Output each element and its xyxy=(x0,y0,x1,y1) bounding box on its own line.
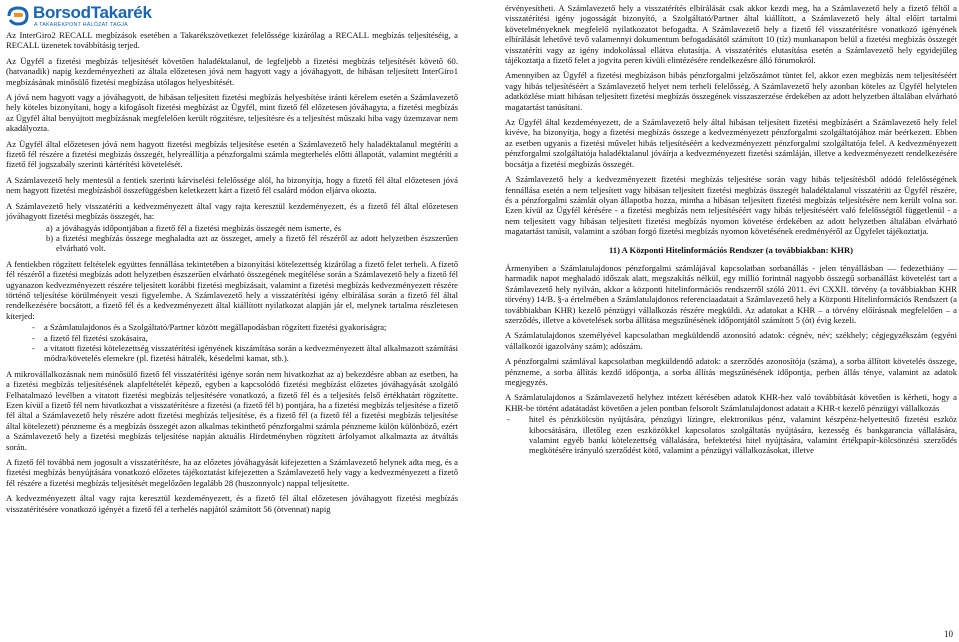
list-marker: - xyxy=(32,342,35,353)
list-text: a fizető fél fizetési szokásaira, xyxy=(44,332,148,343)
paragraph: A Számlavezető hely visszatéríti a kedvezményezett által vagy rajta keresztül kezdeményezett, és a fizető fél által előzetesen jóváhagyott fizetési megbízás összegét, ha: xyxy=(6,200,458,222)
paragraph: A Számlatulajdonos a Számlavezető helyhez intézett kérésében adatok KHR-hez való továbbítását követően is kérheti, hogy a KHR-be történt adatátadást követően a jelen pontban felsorolt Számlatulajdonost adatait a KHR-t kezelő pénzügyi vállalkozás xyxy=(505,392,957,413)
paragraph: A Számlavezető hely mentesül a fentiek szerinti kárviselési felelőssége alól, ha bizonyítja, hogy a fizető fél által előzetesen jóvá nem hagyott fizetési megbízásból összefüggésben keletkezett kárt a fizető fél csalárd módon eljárva okozta. xyxy=(6,174,458,196)
paragraph: A jóvá nem hagyott vagy a jóváhagyott, de hibásan teljesített fizetési megbízás helyesbítése iránti kérelem esetén a Számlavezető hely köteles bizonyítani, hogy a kifogásolt fizetési megbízást az Ügyfél, mint fizető fél előzetesen jóváhagyta, a fizetési megbízás az Ügyfél által benyújtott megbízásnak megfelelően került rögzítésre, teljesítésre és a teljesítést műszaki hiba vagy üzemzavar nem akadályozta. xyxy=(6,92,458,134)
list-item xyxy=(32,322,458,332)
paragraph: Az InterGiro2 RECALL megbízások esetében a Takarékszövetkezet felelőssége kizárólag a RECALL megbízás teljesítéséig, a RECALL üzenetek továbbításig terjed. xyxy=(6,30,458,51)
right-column xyxy=(505,3,957,461)
logo-brand-text: BorsodTakarék xyxy=(33,3,152,22)
paragraph: érvényesítheti. A Számlavezető hely a visszatérítés elbírálását csak akkor kezdi meg, ha a Számlavezető hely a fizető féltől a visszatérítési igény jogosságát bizonyító, a Szolgáltató/Partner által kiállított, a Számlavezető hely által előírt tartalmi követelményeknek megfelelő nyilatkozatot befogadta. A Számlavezető hely a fizető fél visszatérítésre vonatkozó igényének elbírálását lehetővé tevő valamennyi dokumentum befogadásától számított 10 (tíz) munkanapon belül a fizetési megbízás összegét visszatéríti vagy az igény indokolással ellátva elutasítja. A visszatérítés elutasítása esetén a Számlavezető hely egyidejűleg tájékoztatja a fizető felet a jogvita peren kívüli elintézésére rendelkezésre álló fórumokról. xyxy=(505,3,957,66)
paragraph: A fizető fél továbbá nem jogosult a visszatérítésre, ha az előzetes jóváhagyását kifejezetten a Számlavezető helynek adta meg, és a fizetési megbízás benyújtására vonatkozó előzetes tájékoztatást kifejezetten a Számlavezető hely vagy a kedvezményezett a fizető fél részére a fizetési megbízás teljesítését megelőzően legalább 28 (huszonnyolc) nappal teljesítette. xyxy=(6,457,458,488)
paragraph: Az Ügyfél által előzetesen jóvá nem hagyott fizetési megbízás teljesítése esetén a Számlavezető hely haladéktalanul megtéríti a fizető fél részére a fizetési megbízás összegét, helyreállítja a pénzforgalmi számla megterhelés előtti állapotát, valamint megtéríti a fizető fél jogszabály szerinti kártérítési követelését. xyxy=(6,138,458,170)
paragraph: A fentiekben rögzített feltételek együttes fennállása tekintetében a bizonyítási kötelezettség kizárólag a fizető felet terheli. A fizető fél részéről a fizetési megbízás adott helyzetben észszerűen elvárható összegének megítélése során a Számlavezető hely a fizető fél ugyanazon kedvezményezett részére teljesített korábbi fizetési megbízásait, valamint a fizetési megbízás kedvezményezett részére történő teljesítése körülményeit veszi figyelembe. A Számlavezető hely a visszatérítési igény elbírálása során a fizető fél által rendelkezésére bocsátott, a fizető fél és a kedvezményezett által kiállított nyilatkozat alapján jár el, melynek tartalma részletesen kiterjed: xyxy=(6,258,458,321)
statement-list xyxy=(6,322,458,364)
institution-list xyxy=(505,414,957,456)
paragraph: Az Ügyfél által kezdeményezett, de a Számlavezető hely által hibásan teljesített fizetési megbízásért a Számlavezető hely felel kivéve, ha bizonyítja, hogy a fizetési megbízás összege a kedvezményezett pénzforgalmi szolgáltatójához már beérkezett. Ebben az esetben ugyanis a fizetési művelet hibás teljesítéséért a kedvezményezett pénzforgalmi szolgáltatója felel. A kedvezményezett pénzforgalmi szolgáltatója haladéktalanul jóváírja a kedvezményezett fizetési számláján, illetve a kedvezményezett rendelkezésére bocsátja a fizetési megbízás összegét. xyxy=(505,117,957,169)
list-text: a Számlatulajdonos és a Szolgáltató/Partner között megállapodásban rögzített fizetési gyakoriságra; xyxy=(44,322,387,333)
paragraph: Amennyiben az Ügyfél a fizetési megbízáson hibás pénzforgalmi jelzőszámot tüntet fel, akkor ezen megbízás nem teljesítéséért vagy hibás teljesítéséért a Számlavezető helyet nem terheli felelősség. A Számlavezető hely azonban köteles az Ügyfél helytelen adatközlése miatt hibásan teljesített fizetési megbízás összegének visszaszerzése érdekében az adott helyzetben általában elvárható magatartást tanúsítani. xyxy=(505,70,957,112)
paragraph: A mikrovállalkozásnak nem minősülő fizető fél visszatérítési igénye során nem hivatkozhat az a) bekezdésre abban az esetben, ha a fizetési megbízás teljesítésének alapfeltételét képező, egyben a kapcsolódó fizetési megbízást előzetes jóváhagyását szolgáló Felhatalmazó levélben a vitatott fizetési megbízás teljesítésére vonatkozó, a fizető fél és a teljesítés felső értékhatárt rögzítette. Ezen kívül a fizető fél nem hivatkozhat a visszatérítésre a fizetési (a fizető fél b) pontjára, ha a fizetési megbízás teljesítése a fizető fél által a Számlavezető hely részére adott fizetési megbízás teljesítése, és a fizető fél (a fizető fél a fizetési megbízás teljesítése által kötelezett) pénzneme és a megbízás összegét azon alkalmas tekinthető pénzforgalmi számla pénzneme külön különböző, ezért a Számlavezető hely a fizetési megbízás teljesítése napján aktuális Hirdetményben rögzített árfolyamot alkalmazta az átváltás során. xyxy=(6,368,458,452)
bank-logo xyxy=(6,2,186,30)
paragraph: A Számlatulajdonos személyével kapcsolatban megküldendő azonosító adatok: cégnév, név; székhely; cégjegyzékszám (egyéni vállalkozói igazolvány szám); adószám. xyxy=(505,330,957,351)
list-item xyxy=(505,414,957,456)
list-text: a fizetési megbízás összege meghaladta azt az összeget, amely a fizető fél részéről az adott helyzetben észszerűen elvárható volt. xyxy=(56,232,458,254)
paragraph: A pénzforgalmi számlával kapcsolatban megküldendő adatok: a szerződés azonosítója (száma), a sorba állított követelés összege, pénzneme, a sorba állítás kezdő időpontja, a sorba állítás megszűnésének időpontja, perben állás ténye, valamint az adatok megjegyzés. xyxy=(505,356,957,387)
section-heading: 11) A Központi Hitelinformációs Rendszer (a továbbiakban: KHR) xyxy=(608,244,854,255)
left-column xyxy=(6,30,458,519)
list-item xyxy=(32,333,458,343)
paragraph: A kedvezményezett által vagy rajta keresztül kezdeményezett, és a fizető fél által előzetesen jóváhagyott fizetési megbízás visszatérítésére vonatkozó igényét a fizető fél a terhelés napjától számított 56 (ötvennat) napig xyxy=(6,493,458,514)
list-item xyxy=(32,343,458,364)
list-text: a vitatott fizetési kötelezettség visszatérítési igényének kiszámítása során a kedvezményezett által alkalmazott számítási módra/követelés elemekre (pl. fizetési hátralék, késedelmi kamat, stb.). xyxy=(44,342,458,364)
borsod-logo-mark-icon xyxy=(6,5,30,27)
list-text: a jóváhagyás időpontjában a fizető fél a fizetési megbízás összegét nem ismerte, és xyxy=(56,222,342,233)
list-item xyxy=(46,223,458,233)
page-number: 10 xyxy=(944,629,953,639)
list-item xyxy=(46,233,458,254)
list-text: hitel és pénzkölcsön nyújtására, pénzügyi lízingre, elektronikus pénz, valamint készpénz-helyettesítő fizetési eszköz kibocsátására, illetőleg ezen eszközökkel kapcsolatos szolgáltatás nyújtására, kezesség és bankgarancia vállalására, valamint egyéb banki kötelezettség vállalására, befektetési hitel nyújtására, valamint értékpapír-kölcsönzési szerződés megkötésére irányuló szerződést kötő, valamint a pénzügyi vállalkozásokat, illetve xyxy=(529,414,957,456)
list-marker: - xyxy=(32,332,35,343)
list-marker: - xyxy=(32,322,35,333)
logo-subtitle: A TAKARÉKPONT HÁLÓZAT TAGJA xyxy=(34,22,128,28)
list-marker: a) xyxy=(46,222,53,233)
paragraph: Ármenyiben a Számlatulajdonos pénzforgalmi számlájával kapcsolatban sorbanállás - jelen tényállásban — fedezethiány — harmadik napot meghaladó időszak alatt, megszakítás nélkül, egy millió forintnál nagyobb összegű sorbanállást követelést tart a Számlavezető hely nyilván, akkor a központi hitelinformációs rendszerről szóló 2011. évi CXXII. törvény (a továbbiakban KHR törvény) 14/B. §-a értelmében a Számlatulajdonos referenciaadatait a Számlavezető hely a Központi Hitelinformációs Rendszert (a továbbiakban KHR) kezelő pénzügyi vállalkozás részére megküldi. Az adatokat a KHR – a törvény előírásnak megfelelően – a szerződés, illetve a követelések sorba állítása megszűnésének időpontjától számított 5 (öt) évig kezeli. xyxy=(505,262,957,325)
conditions-list xyxy=(6,223,458,254)
list-marker: - xyxy=(507,414,510,425)
paragraph: Az Ügyfél a fizetési megbízás teljesítését követően haladéktalanul, de legfeljebb a fizetési megbízás teljesítését követő 60. (hatvanadik) napig kezdeményezheti az általa előzetesen jóvá nem hagyott vagy a jóváhagyott, de hibásan teljesített InterGiro1 megbízásának minősülő fizetési megbízása utólagos helyesbítését. xyxy=(6,55,458,87)
list-marker: b) xyxy=(46,232,54,243)
paragraph: A Számlavezető hely a kedvezményezett fizetési megbízás teljesítése során vagy hibás teljesítésből adódó felelősségének fennállása esetén a nem teljesített vagy hibásan teljesített fizetési megbízás összegét haladéktalanul visszatéríti az Ügyfél részére, és a pénzforgalmi számlát olyan állapotba hozza, mintha a hibásan teljesített fizetési megbízás teljesítésére nem került volna sor. Ezen kívül az Ügyfél kérésére - a fizetési megbízás nem teljesítéséért vagy hibás teljesítéséért való felelősségtől függetlenül - a nem teljesített vagy hibásan teljesített fizetési megbízás nyomon követése érdekében az adott helyzetben általában elvárható magatartást tanúsít, valamint a szóban forgó fizetési megbízás nyomon követésének eredményéről az Ügyfelet tájékoztatja. xyxy=(505,174,957,237)
